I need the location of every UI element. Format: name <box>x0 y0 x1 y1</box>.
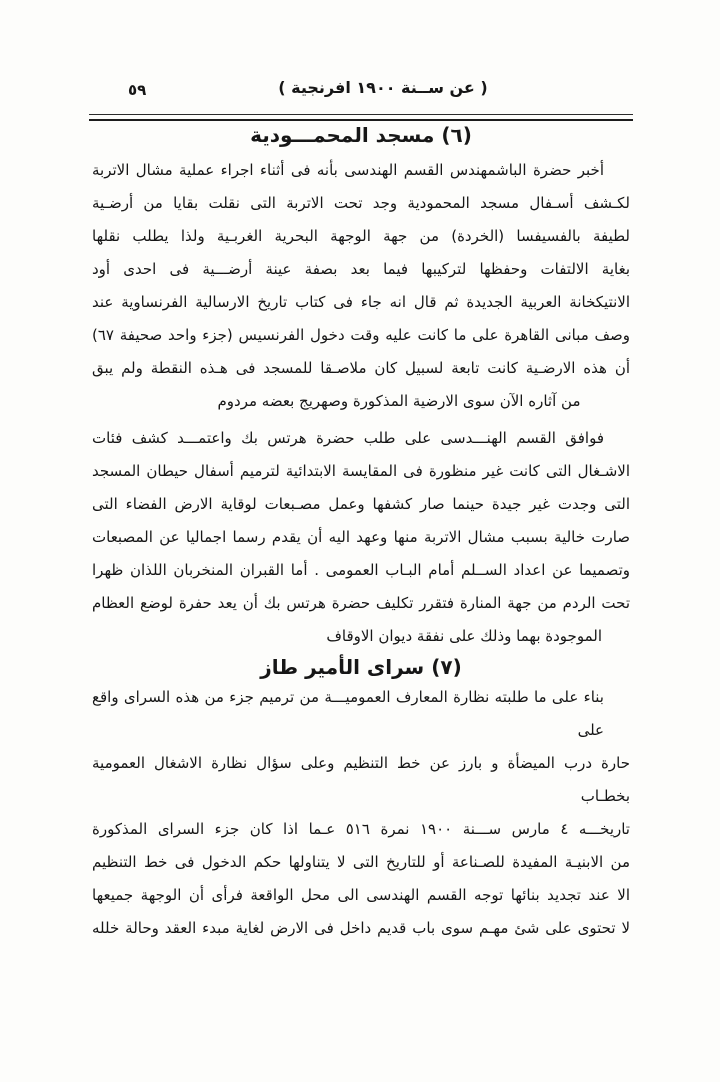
paragraph <box>92 422 630 653</box>
text-line: بغاية الالتفات وحفظها لتركيبها فيما بعد بصفة عينة أرضـــية فى احدى أود <box>92 260 630 278</box>
text-line: التى وجدت غير جيدة حينما صار كشفها وعمل مصـبعات لوقاية الارض الفضاء التى <box>92 495 630 513</box>
page-number: ٥٩ <box>128 81 147 99</box>
text-line: الانتيكخانة العربية الجديدة ثم قال انه جاء فى كتاب تاريخ الارسالية الفرنساوية عند <box>92 293 630 311</box>
text-line: من آثاره الآن سوى الارضية المذكورة وصهريج بعضه مردوم <box>217 392 581 410</box>
text-line: الموجودة بهما وذلك على نفقة ديوان الاوقاف <box>326 627 602 645</box>
text-line: الاشـغال التى كانت غير منظورة فى المقايسة الابتدائية لترميم أسفال حيطان المسجد <box>92 462 630 480</box>
text-line: صارت خالية بسبب مشال الاتربة منها وعهد اليه أن يقدم رسما اجماليا عن المصبعات <box>92 528 630 546</box>
section-heading-6: (٦) مسجد المحمـــودية <box>250 123 472 147</box>
header-rule-top-line <box>89 114 633 115</box>
text-line: بناء على ما طلبته نظارة المعارف العموميـــة من ترميم جزء من هذه السراى واقع على <box>92 688 604 739</box>
paragraph <box>92 681 630 945</box>
header-rule <box>89 114 633 121</box>
text-line: لطيفة بالفسيفسا (الخردة) من جهة الوجهة البحرية الغربـية ولذا يطلب نقلها <box>92 227 630 245</box>
text-line: أن هذه الارضـية كانت تابعة لسبيل كان ملاصـقا للمسجد فى هـذه النقطة ولم يبق <box>92 359 630 377</box>
text-line: أخبر حضرة الباشمهندس القسم الهندسى بأنه فى أثناء اجراء عملية مشال الاتربة <box>92 161 604 179</box>
text-block <box>92 0 630 945</box>
text-line: وتصميما عن اعداد الســلم أمام البـاب العمومى . أما القبران المنخربان اللذان ظهرا <box>92 561 630 579</box>
running-header <box>92 78 630 104</box>
paragraph <box>92 154 630 418</box>
section-heading-7: (٧) سراى الأمير طاز <box>260 655 462 679</box>
running-header-title: ( عن ســنة ١٩٠٠ افرنجية ) <box>278 78 488 97</box>
text-line: تاريخـــه ٤ مارس ســـنة ١٩٠٠ نمرة ٥١٦ عـما اذا كان جزء السراى المذكورة <box>92 820 630 838</box>
text-line: تحت الردم من جهة المنارة فتقرر تكليف حضرة هرتس بك أن يعد حفرة لوضع العظام <box>92 594 630 612</box>
text-line: حارة درب الميضأة و بارز عن خط التنظيم وعلى سؤال نظارة الاشغال العمومية بخطـاب <box>92 754 630 805</box>
text-line: من الابنيـة المفيدة للصـناعة أو للتاريخ التى لا يتناولها حكم الدخول فى خط التنظيم <box>92 853 630 871</box>
text-line: لكـشف أسـفال مسجد المحمودية وجد تحت الاتربة التى نقلت بقايا من أرضـية <box>92 194 630 212</box>
text-line: وصف مبانى القاهرة على ما كانت عليه وقت دخول الفرنسيس (جزء واحد صحيفة ٦٧) <box>92 326 630 344</box>
text-line: الا عند تجديد بنائها توجه القسم الهندسى الى محل الواقعة فرأى أن الوجهة جميعها <box>92 886 630 904</box>
text-line: فوافق القسم الهنـــدسى على طلب حضرة هرتس بك واعتمـــد كشف فئات <box>92 429 604 447</box>
text-line: لا تحتوى على شئ مهـم سوى باب قديم داخل فى الارض لغاية مبدء العقد وحالة خلله <box>92 919 630 937</box>
